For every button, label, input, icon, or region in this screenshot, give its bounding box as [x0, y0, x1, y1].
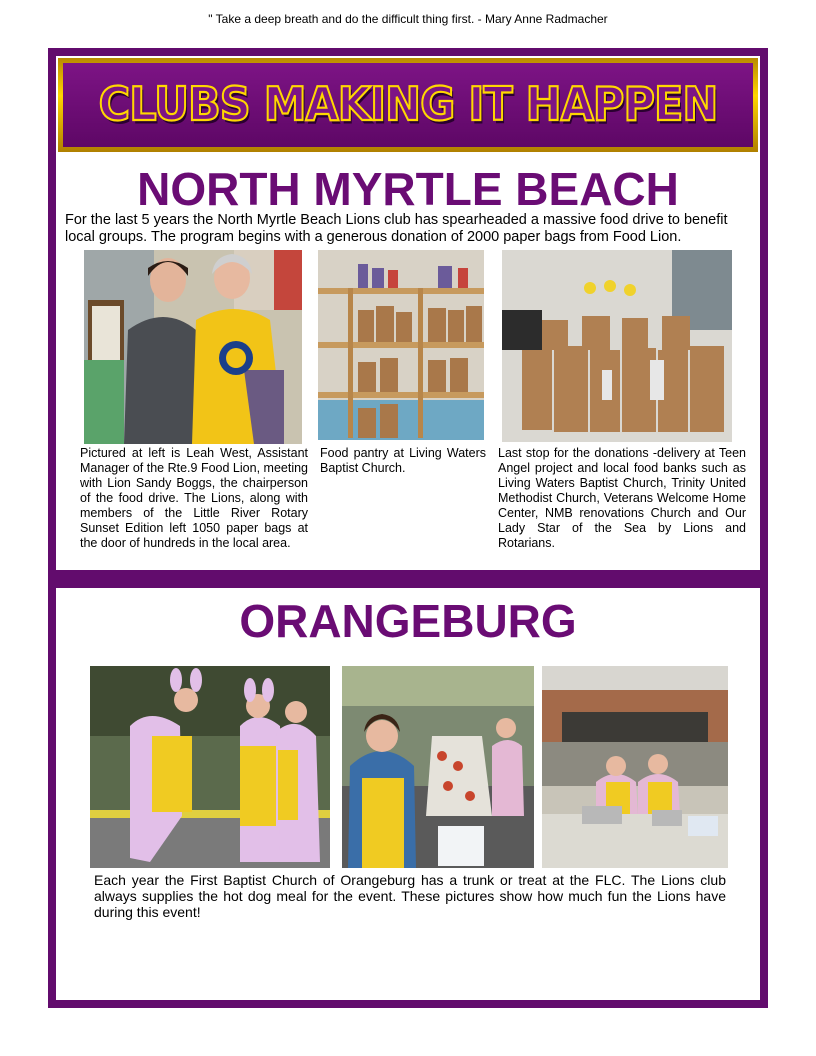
- north-intro-text: For the last 5 years the North Myrtle Beach Lions club has spearheaded a massive food drive to benefit local groups. The program begins with a generous donation of 2000 paper bags from Food Lion.: [65, 212, 728, 245]
- photo-leah-sandy-art: [84, 250, 302, 444]
- photo-food-pantry: [318, 250, 484, 440]
- photo-leah-sandy: [84, 250, 302, 444]
- orangeburg-panel: [56, 588, 760, 1000]
- newsletter-frame: [48, 48, 768, 1008]
- photo-food-table-art: [342, 666, 534, 868]
- photo-donation-bags-art: [502, 250, 732, 442]
- banner-inner: [63, 63, 753, 147]
- north-myrtle-beach-panel: [56, 56, 760, 570]
- banner-title: CLUBS MAKING IT HAPPEN: [98, 78, 718, 132]
- photo-food-table: [342, 666, 534, 868]
- caption-food-pantry: Food pantry at Living Waters Baptist Church.: [320, 446, 486, 475]
- banner: [58, 58, 758, 152]
- north-myrtle-beach-title: NORTH MYRTLE BEACH: [137, 163, 679, 215]
- photo-bunny-costumes: [90, 666, 330, 868]
- photo-food-pantry-art: [318, 250, 484, 440]
- photo-donation-bags: [502, 250, 732, 442]
- photo-flc-serving: [542, 666, 728, 868]
- caption-leah-sandy: Pictured at left is Leah West, Assistant Manager of the Rte.9 Food Lion, meeting with Lion Sandy Boggs, the chairperson of the food drive. The Lions, along with members of the Little River Rotary Sunset Edition left 1050 paper bags at the door of hundreds in the local area.: [80, 446, 308, 550]
- quote-line: " Take a deep breath and do the difficult thing first. - Mary Anne Radmacher: [208, 12, 608, 26]
- photo-flc-serving-art: [542, 666, 728, 868]
- orangeburg-text: Each year the First Baptist Church of Orangeburg has a trunk or treat at the FLC. The Lions club always supplies the hot dog meal for the event. These pictures show how much fun the Lions have during this event!: [94, 872, 726, 920]
- orangeburg-title: ORANGEBURG: [239, 595, 577, 647]
- caption-last-stop: Last stop for the donations -delivery at Teen Angel project and local food banks such as Living Waters Baptist Church, Trinity United Methodist Church, Veterans Welcome Home Center, NMB renovations Church and Our Lady Star of the Sea by Lions and Rotarians.: [498, 446, 746, 550]
- photo-bunny-costumes-art: [90, 666, 330, 868]
